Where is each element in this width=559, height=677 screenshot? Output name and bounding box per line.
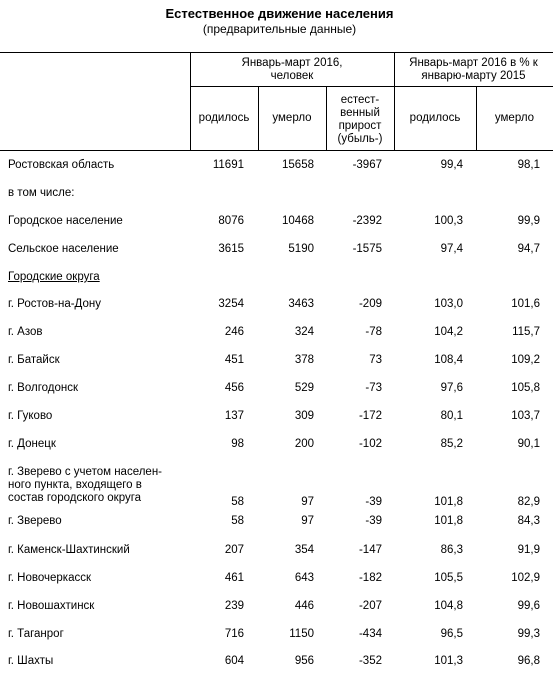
cell-died-percent: 96,8 (517, 655, 540, 667)
row-name: г. Ростов-на-Дону (8, 298, 101, 310)
section-heading-city-districts: Городские округа (8, 271, 100, 283)
cell-died: 1150 (289, 628, 314, 640)
row-name: Городское население (8, 215, 123, 227)
cell-died-percent: 99,3 (517, 628, 540, 640)
row-name-line: состав городского округа (8, 492, 142, 504)
cell-died: 97 (301, 515, 314, 527)
cell-died-percent: 103,7 (511, 410, 540, 422)
cell-died-percent: 101,6 (511, 298, 540, 310)
cell-born-percent: 105,5 (434, 572, 463, 584)
cell-born: 98 (231, 438, 244, 450)
header-group-absolute (190, 57, 394, 83)
cell-natural: 73 (369, 354, 382, 366)
cell-natural: -1575 (352, 243, 382, 255)
row-name: г. Каменск-Шахтинский (8, 544, 130, 556)
cell-born: 604 (224, 655, 244, 667)
header-group-absolute-line: Январь-март 2016, (241, 57, 343, 69)
cell-born-percent: 104,8 (434, 600, 463, 612)
header-born-percent: родилось (409, 112, 461, 124)
header-natural-line: прирост (338, 120, 382, 132)
cell-born: 461 (224, 572, 244, 584)
header-group-absolute-line: человек (270, 70, 314, 82)
cell-died: 354 (294, 544, 314, 556)
table-subtitle: (предварительные данные) (202, 22, 357, 36)
row-name: г. Новошахтинск (8, 600, 95, 612)
cell-born: 58 (231, 496, 244, 508)
cell-natural: -39 (365, 515, 382, 527)
cell-born: 451 (224, 354, 244, 366)
cell-died: 446 (294, 600, 314, 612)
cell-natural: -182 (358, 572, 382, 584)
cell-died: 378 (294, 354, 314, 366)
cell-died-percent: 84,3 (517, 515, 540, 527)
header-born: родилось (198, 112, 250, 124)
cell-died: 10468 (282, 215, 314, 227)
header-group-percent (394, 57, 553, 83)
cell-died-percent: 94,7 (517, 243, 540, 255)
cell-born: 207 (224, 544, 244, 556)
cell-born: 58 (231, 515, 244, 527)
cell-natural: -207 (358, 600, 382, 612)
cell-born: 137 (224, 410, 244, 422)
table-title: Естественное движение населения (165, 6, 394, 21)
cell-died-percent: 109,2 (511, 354, 540, 366)
row-name: г. Азов (8, 326, 43, 338)
cell-died-percent: 102,9 (511, 572, 540, 584)
cell-born-percent: 86,3 (440, 544, 463, 556)
cell-died-percent: 99,9 (517, 215, 540, 227)
cell-born: 456 (224, 382, 244, 394)
cell-natural: -3967 (352, 159, 382, 171)
cell-born: 3254 (218, 298, 244, 310)
cell-born-percent: 97,6 (440, 382, 463, 394)
cell-born-percent: 104,2 (434, 326, 463, 338)
row-name-line: ного пункта, входящего в (8, 479, 142, 491)
cell-died-percent: 98,1 (517, 159, 540, 171)
cell-natural: -434 (358, 628, 382, 640)
row-name: г. Батайск (8, 354, 60, 366)
cell-born-percent: 99,4 (440, 159, 463, 171)
header-bottom-rule (0, 150, 553, 151)
cell-died-percent: 105,8 (511, 382, 540, 394)
row-name: Сельское население (8, 243, 119, 255)
row-name: г. Донецк (8, 438, 56, 450)
header-natural-line: естест- (340, 94, 380, 106)
cell-died: 3463 (288, 298, 314, 310)
cell-born-percent: 100,3 (434, 215, 463, 227)
cell-died: 324 (294, 326, 314, 338)
cell-born: 246 (224, 326, 244, 338)
cell-natural: -2392 (352, 215, 382, 227)
cell-natural: -102 (358, 438, 382, 450)
cell-born: 8076 (218, 215, 244, 227)
cell-born-percent: 85,2 (440, 438, 463, 450)
row-name: г. Шахты (8, 655, 54, 667)
cell-died: 200 (294, 438, 314, 450)
cell-natural: -73 (365, 382, 382, 394)
cell-born: 3615 (218, 243, 244, 255)
cell-died-percent: 90,1 (517, 438, 540, 450)
cell-died: 5190 (288, 243, 314, 255)
cell-born-percent: 97,4 (440, 243, 463, 255)
row-name: г. Таганрог (8, 628, 64, 640)
header-group-percent-line: январю-марту 2015 (421, 70, 526, 82)
row-name: Ростовская область (8, 159, 115, 171)
header-natural-growth (326, 94, 394, 146)
cell-natural: -39 (365, 496, 382, 508)
row-name: г. Волгодонск (8, 382, 79, 394)
header-natural-line: (убыль-) (337, 133, 383, 145)
cell-died: 529 (294, 382, 314, 394)
cell-born: 716 (224, 628, 244, 640)
group-divider-rule (190, 86, 553, 87)
cell-died-percent: 99,6 (517, 600, 540, 612)
cell-natural: -352 (358, 655, 382, 667)
header-top-rule (0, 52, 553, 53)
cell-born-percent: 108,4 (434, 354, 463, 366)
cell-born: 11691 (212, 159, 244, 171)
cell-died: 97 (301, 496, 314, 508)
row-name: г. Новочеркасск (8, 572, 91, 584)
cell-died: 956 (294, 655, 314, 667)
header-died-percent: умерло (494, 112, 535, 124)
cell-died-percent: 91,9 (517, 544, 540, 556)
row-name-line: г. Зверево с учетом населен- (8, 466, 162, 478)
row-name: г. Зверево (8, 515, 62, 527)
cell-born-percent: 96,5 (440, 628, 463, 640)
cell-born-percent: 101,8 (434, 515, 463, 527)
header-group-percent-line: Январь-март 2016 в % к (409, 57, 538, 69)
cell-born-percent: 101,8 (434, 496, 463, 508)
cell-natural: -78 (365, 326, 382, 338)
cell-born-percent: 103,0 (434, 298, 463, 310)
cell-natural: -172 (358, 410, 382, 422)
cell-natural: -209 (358, 298, 382, 310)
cell-natural: -147 (358, 544, 382, 556)
cell-born-percent: 80,1 (440, 410, 463, 422)
cell-died: 15658 (282, 159, 314, 171)
header-died: умерло (272, 112, 312, 124)
cell-died-percent: 82,9 (517, 496, 540, 508)
cell-died: 309 (294, 410, 314, 422)
cell-born: 239 (224, 600, 244, 612)
cell-died: 643 (294, 572, 314, 584)
row-name: г. Гуково (8, 410, 53, 422)
cell-born-percent: 101,3 (434, 655, 463, 667)
row-name: в том числе: (8, 187, 75, 199)
cell-died-percent: 115,7 (512, 326, 540, 338)
header-natural-line: венный (340, 107, 380, 119)
